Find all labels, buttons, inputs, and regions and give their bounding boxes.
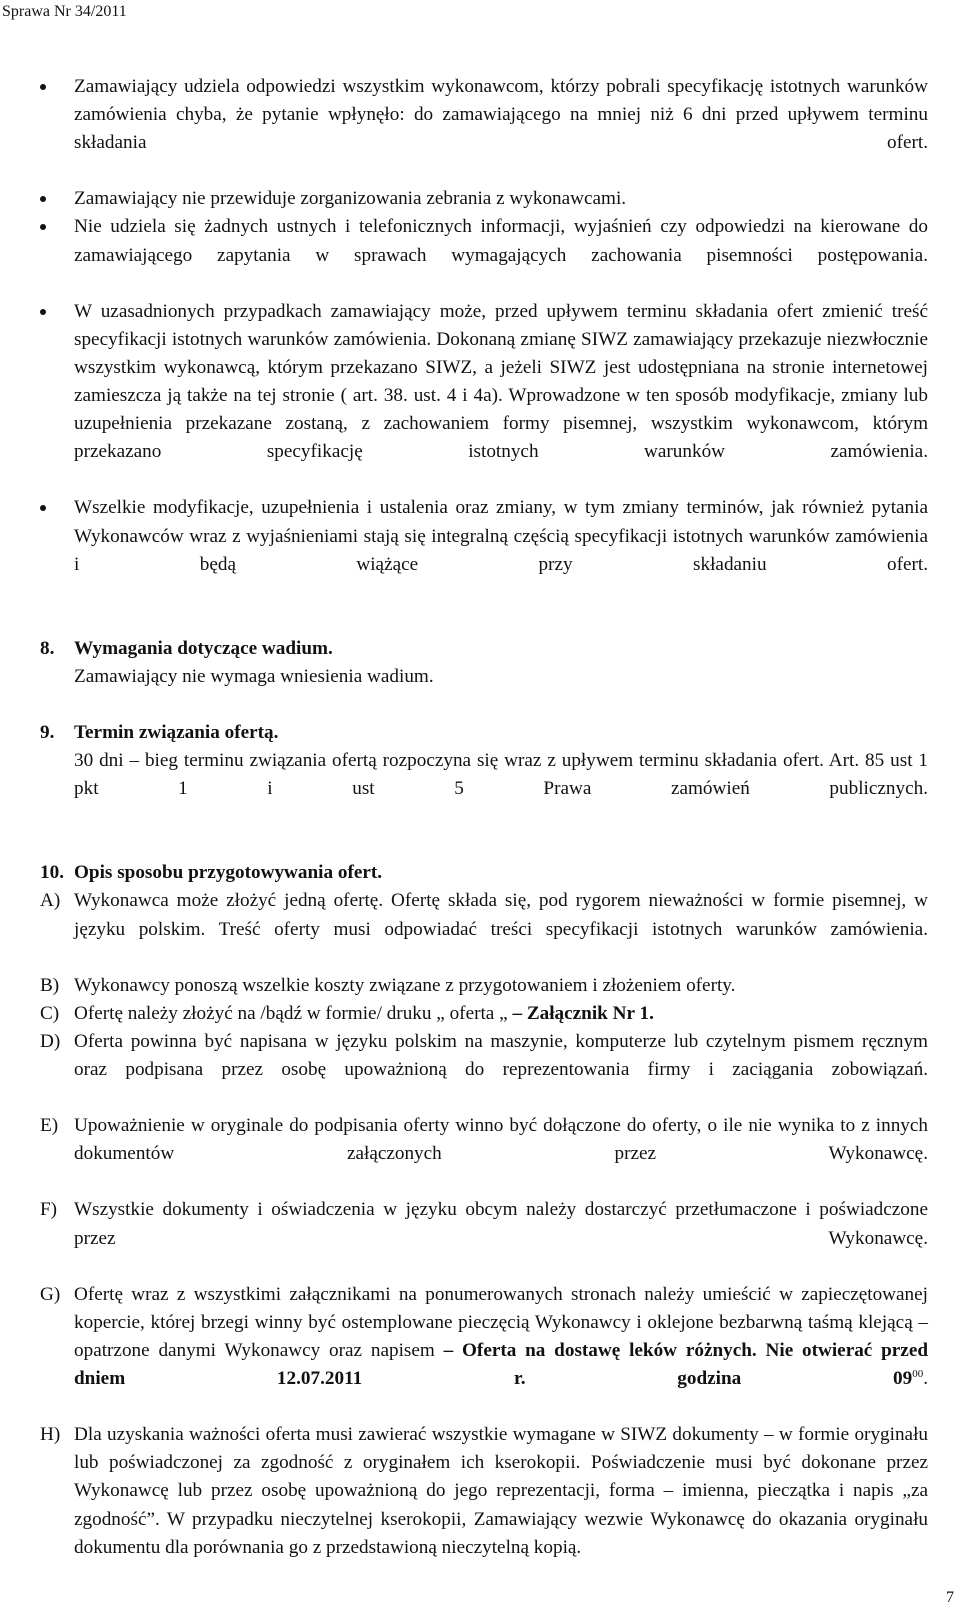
section-text: Zamawiający nie wymaga wniesienia wadium. xyxy=(74,665,434,687)
item-text: Ofertę wraz z wszystkimi załącznikami na ponumerowanych stronach należy umieścić w zapieczętowanej kopercie, której brzegi winny być ostemplowane pieczęcią Wykonawcy i oklejone bezbarwną taśmą klejącą – opatrzone danymi Wykonawcy oraz napisem xyxy=(74,1283,928,1361)
item-text: Ofertę należy złożyć na /bądź w formie/ druku „ oferta „ xyxy=(74,1002,513,1024)
section-title: Termin związania ofertą. xyxy=(74,721,279,743)
section-title: Opis sposobu przygotowywania ofert. xyxy=(74,862,383,884)
list-item: Wszelkie modyfikacje, uzupełnienia i ustalenia oraz zmiany, w tym zmiany terminów, jak również pytania Wykonawców wraz z wyjaśnieniami stają się integralną częścią specyfikacji istotnych warunków zamówienia i będą wiążące przy składaniu ofert. xyxy=(40,494,928,606)
item-label: G) xyxy=(40,1283,61,1305)
section-text: 30 dni – bieg terminu związania ofertą rozpoczyna się wraz z upływem terminu składania ofert. Art. 85 ust 1 pkt 1 i ust 5 Prawa zamówień publicznych. xyxy=(74,750,928,800)
time-superscript: 00 xyxy=(912,1368,924,1381)
item-label: F) xyxy=(40,1199,58,1221)
envelope-inscription: – Oferta na dostawę leków różnych. Nie otwierać przed dniem 12.07.2011 r. godzina 09 xyxy=(74,1339,929,1390)
list-item: Zamawiający nie przewiduje zorganizowania zebrania z wykonawcami. xyxy=(40,185,928,213)
list-item: Nie udziela się żadnych ustnych i telefonicznych informacji, wyjaśnień czy odpowiedzi na kierowane do zamawiającego zapytania w sprawach wymagających zachowania pisemności postępowania. xyxy=(40,213,928,297)
item-label: H) xyxy=(40,1424,61,1446)
section-number: 10. xyxy=(40,862,64,884)
list-item: Zamawiający udziela odpowiedzi wszystkim wykonawcom, którzy pobrali specyfikację istotnych warunków zamówienia chyba, że pytanie wpłynęło: do zamawiającego na mniej niż 6 dni przed upływem terminu składania ofert. xyxy=(40,73,928,185)
section-number: 9. xyxy=(40,721,55,743)
list-item xyxy=(40,972,928,1000)
section-heading xyxy=(40,859,928,887)
item-text: Wykonawca może złożyć jedną ofertę. Ofertę składa się, pod rygorem nieważności w formie pisemnej, w języku polskim. Treść oferty musi odpowiadać treści specyfikacji istotnych warunków zamówienia. xyxy=(74,890,928,940)
attachment-reference: – Załącznik Nr 1. xyxy=(512,1002,654,1024)
list-item xyxy=(40,1112,928,1196)
item-label: A) xyxy=(40,890,61,912)
item-text: Wykonawcy ponoszą wszelkie koszty związane z przygotowaniem i złożeniem oferty. xyxy=(74,974,736,996)
item-label: B) xyxy=(40,974,60,996)
section-10 xyxy=(40,859,928,1561)
list-item xyxy=(40,1000,928,1028)
section-9 xyxy=(40,719,928,831)
list-item xyxy=(40,1421,928,1561)
item-text-end: . xyxy=(923,1368,928,1390)
list-item xyxy=(40,887,928,971)
page-number: 7 xyxy=(946,1589,954,1606)
list-item xyxy=(40,1196,928,1280)
item-label: E) xyxy=(40,1115,59,1137)
item-text: Dla uzyskania ważności oferta musi zawierać wszystkie wymagane w SIWZ dokumenty – w formie oryginału lub poświadczonej za zgodność z oryginałem ich kserokopii. Poświadczenie musi być dokonane przez Wykonawcę lub przez osobę upoważnioną do jego reprezentacji, forma – imienna, pieczątka i napis „za zgodność”. W przypadku nieczytelnej kserokopii, Zamawiający wezwie Wykonawcę do okazania oryginału dokumentu dla porównania go z przedstawioną nieczytelną kopią. xyxy=(74,1424,928,1558)
list-item xyxy=(40,1028,928,1112)
section-number: 8. xyxy=(40,637,55,659)
section-8 xyxy=(40,635,928,691)
case-number-header: Sprawa Nr 34/2011 xyxy=(2,3,127,20)
item-text: Oferta powinna być napisana w języku polskim na maszynie, komputerze lub czytelnym pismem ręcznym oraz podpisana przez osobę upoważnioną do reprezentowania firmy i zaciągania zobowiązań. xyxy=(74,1030,928,1080)
offer-requirements-list xyxy=(40,887,928,1561)
list-item xyxy=(40,1281,928,1421)
item-text: Wszystkie dokumenty i oświadczenia w języku obcym należy dostarczyć przetłumaczone i poświadczone przez Wykonawcę. xyxy=(74,1199,928,1249)
document-content xyxy=(40,73,928,1562)
bullet-list xyxy=(40,73,928,607)
item-label: C) xyxy=(40,1002,60,1024)
section-title: Wymagania dotyczące wadium. xyxy=(74,637,333,659)
list-item: W uzasadnionych przypadkach zamawiający może, przed upływem terminu składania ofert zmienić treść specyfikacji istotnych warunków zamówienia. Dokonaną zmianę SIWZ zamawiający przekazuje niezwłocznie wszystkim wykonawcą, którym przekazano SIWZ, a jeżeli SIWZ jest udostępniana na stronie internetowej zamieszcza ją także na tej stronie ( art. 38. ust. 4 i 4a). Wprowadzone w ten sposób modyfikacje, zmiany lub uzupełnienia przekazane zostaną, z zachowaniem formy pisemnej, wszystkim wykonawcom, którym przekazano specyfikację istotnych warunków zamówienia. xyxy=(40,298,928,495)
item-label: D) xyxy=(40,1030,61,1052)
item-text: Upoważnienie w oryginale do podpisania oferty winno być dołączone do oferty, o ile nie wynika to z innych dokumentów załączonych przez Wykonawcę. xyxy=(74,1115,928,1165)
